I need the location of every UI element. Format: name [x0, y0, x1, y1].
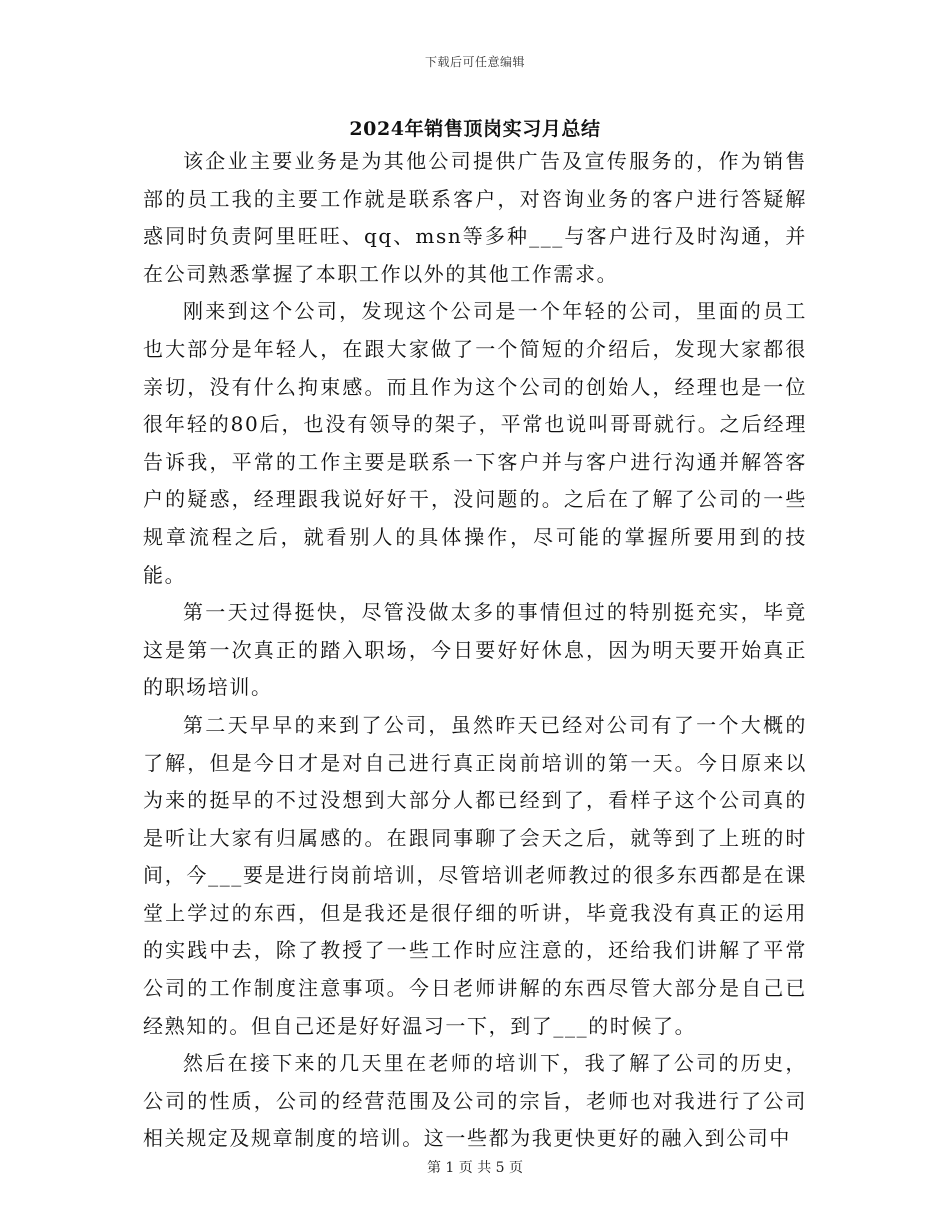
- header-note: 下载后可任意编辑: [424, 55, 525, 69]
- paragraph: 然后在接下来的几天里在老师的培训下，我了解了公司的历史，公司的性质，公司的经营范围及公司的宗旨，老师也对我进行了公司相关规定及规章制度的培训。这一些都为我更快更好的融入到公司中: [143, 1051, 807, 1151]
- paragraph: 刚来到这个公司，发现这个公司是一个年轻的公司，里面的员工也大部分是年轻人，在跟大家做了一个简短的介绍后，发现大家都很亲切，没有什么拘束感。而且作为这个公司的创始人，经理也是一位很年轻的80后，也没有领导的架子，平常也说叫哥哥就行。之后经理告诉我，平常的工作主要是联系一下客户并与客户进行沟通并解答客户的疑惑，经理跟我说好好干，没问题的。之后在了解了公司的一些规章流程之后，就看别人的具体操作，尽可能的掌握所要用到的技能。: [143, 299, 807, 587]
- page-number: 第 1 页 共 5 页: [426, 1160, 524, 1176]
- paragraph: 第二天早早的来到了公司，虽然昨天已经对公司有了一个大概的了解，但是今日才是对自己进行真正岗前培训的第一天。今日原来以为来的挺早的不过没想到大部分人都已经到了，看样子这个公司真的是听让大家有归属感的。在跟同事聊了会天之后，就等到了上班的时间，今___要是进行岗前培训，尽管培训老师教过的很多东西都是在课堂上学过的东西，但是我还是很仔细的听讲，毕竟我没有真正的运用的实践中去，除了教授了一些工作时应注意的，还给我们讲解了平常公司的工作制度注意事项。今日老师讲解的东西尽管大部分是自己已经熟知的。但自己还是好好温习一下，到了___的时候了。: [143, 712, 807, 1038]
- document-title: 2024年销售顶岗实习月总结: [349, 118, 601, 140]
- document-body: [143, 143, 807, 1158]
- paragraph: 该企业主要业务是为其他公司提供广告及宣传服务的，作为销售部的员工我的主要工作就是联系客户，对咨询业务的客户进行答疑解惑同时负责阿里旺旺、qq、msn等多种___与客户进行及时沟通，并在公司熟悉掌握了本职工作以外的其他工作需求。: [143, 149, 807, 286]
- paragraph: 第一天过得挺快，尽管没做太多的事情但过的特别挺充实，毕竟这是第一次真正的踏入职场，今日要好好休息，因为明天要开始真正的职场培训。: [143, 600, 807, 700]
